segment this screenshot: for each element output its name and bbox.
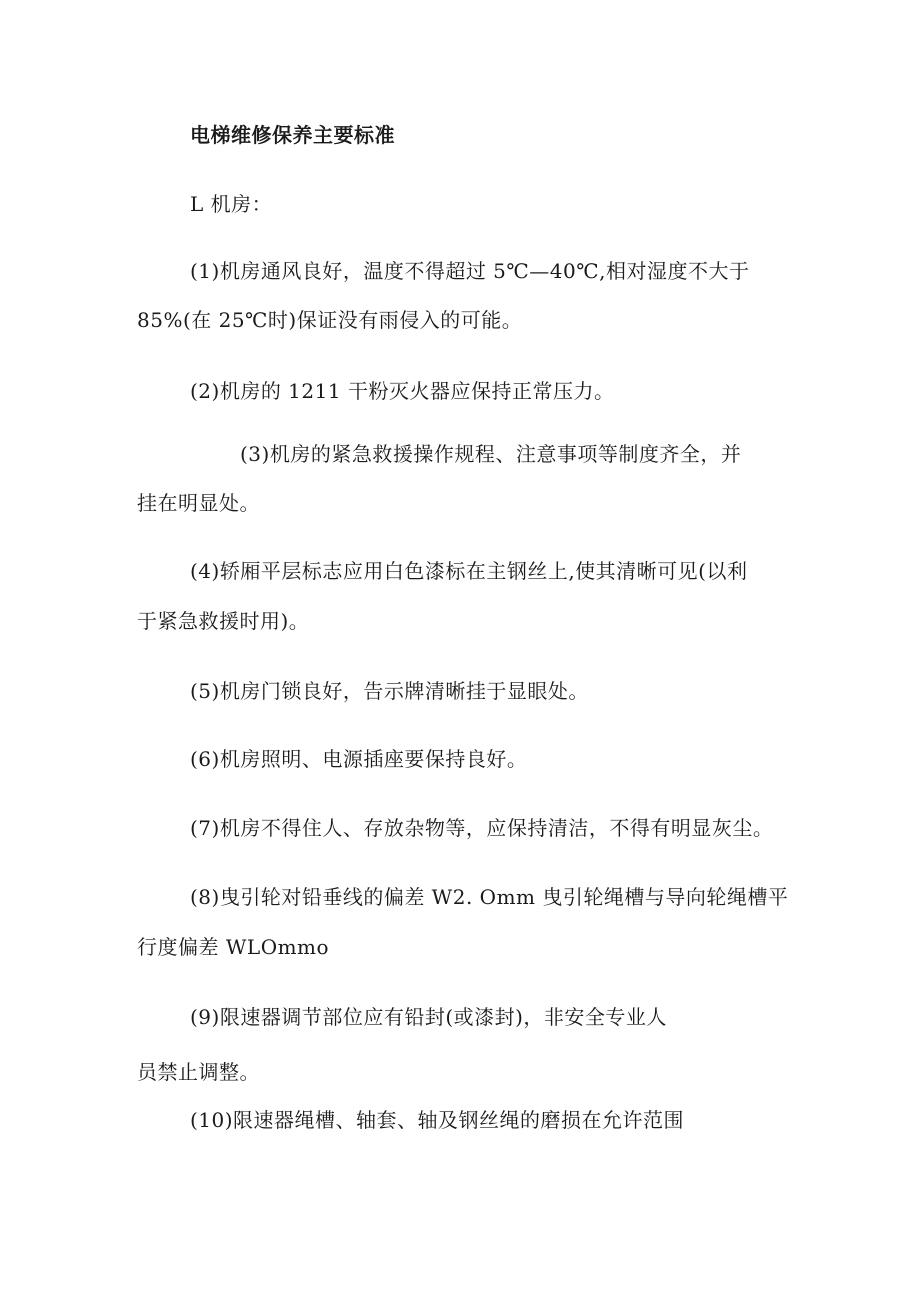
item-7-line-1: (7)机房不得住人、存放杂物等，应保持清洁，不得有明显灰尘。 (190, 816, 774, 840)
item-3-line-1: (3)机房的紧急救援操作规程、注意事项等制度齐全，并 (240, 442, 742, 466)
item-8-line-2: 行度偏差 WLOmmo (137, 935, 330, 959)
item-5-line-1: (5)机房门锁良好，告示牌清晰挂于显眼处。 (190, 679, 589, 703)
item-4-line-1: (4)轿厢平层标志应用白色漆标在主钢丝上,使其清晰可见(以利 (190, 559, 748, 583)
item-4-line-2: 于紧急救援时用)。 (137, 609, 310, 633)
section-heading: L 机房： (190, 192, 273, 216)
item-9-line-1: (9)限速器调节部位应有铅封(或漆封)，非安全专业人 (190, 1005, 667, 1029)
item-3-line-2: 挂在明显处。 (137, 491, 260, 515)
item-1-line-1: (1)机房通风良好，温度不得超过 5℃—40℃,相对湿度不大于 (190, 259, 750, 283)
item-1-line-2: 85%(在 25℃时)保证没有雨侵入的可能。 (137, 308, 523, 332)
item-9-line-2: 员禁止调整。 (137, 1060, 260, 1084)
item-8-line-1: (8)曳引轮对铅垂线的偏差 W2. Omm 曳引轮绳槽与导向轮绳槽平 (190, 885, 789, 909)
item-2-line-1: (2)机房的 1211 干粉灭火器应保持正常压力。 (190, 379, 615, 403)
item-10-line-1: (10)限速器绳槽、轴套、轴及钢丝绳的磨损在允许范围 (190, 1108, 685, 1132)
document-title: 电梯维修保养主要标准 (190, 123, 395, 147)
item-6-line-1: (6)机房照明、电源插座要保持良好。 (190, 747, 528, 771)
